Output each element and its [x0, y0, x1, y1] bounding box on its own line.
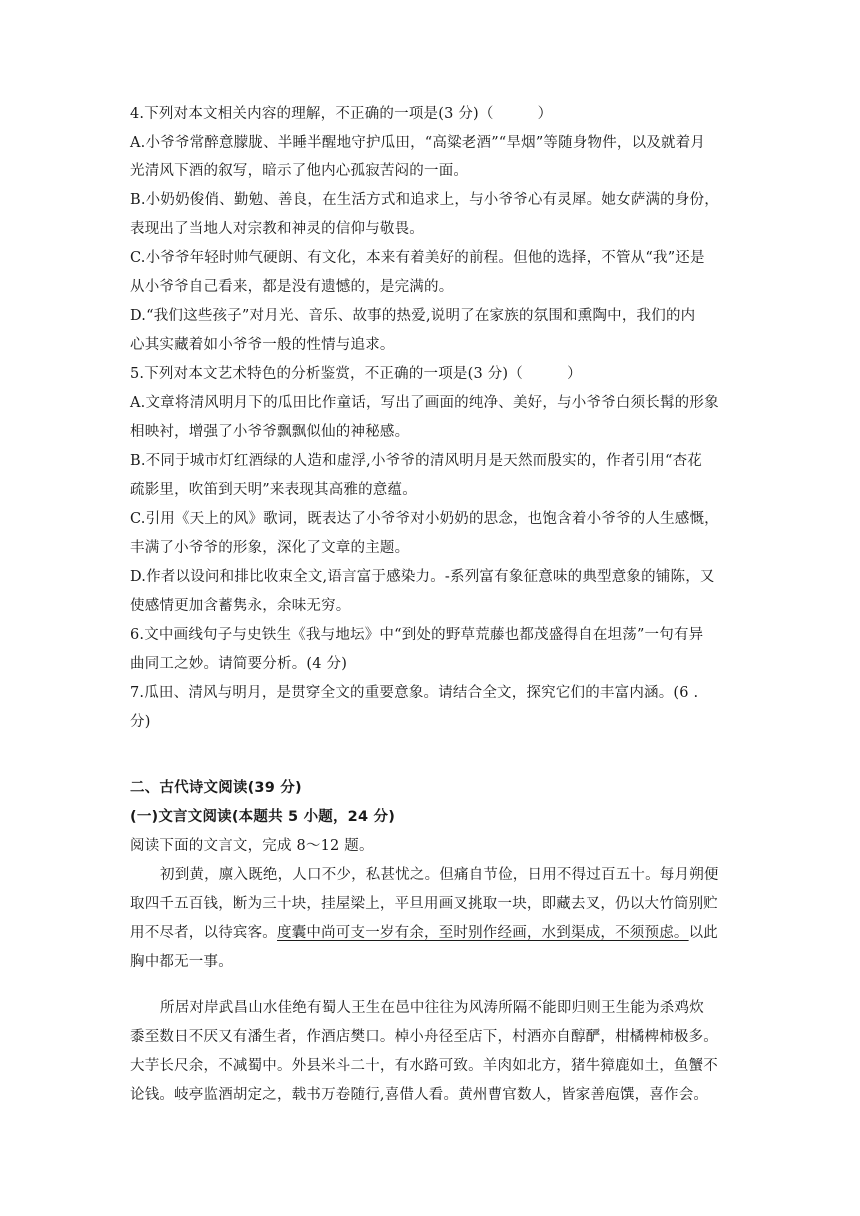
passage-p2-line3: 大芋长尺余，不减蜀中。外县米斗二十，有水路可致。羊肉如北方，猪牛獐鹿如土，鱼蟹不 — [130, 1058, 718, 1074]
q5-option-c-line1: C.引用《天上的风》歌词，既表达了小爷爷对小奶奶的思念，也饱含着小爷爷的人生感慨， — [130, 511, 719, 527]
underlined-sentence: 度囊中尚可支一岁有余，至时别作经画，水到渠成，不须预虑。 — [277, 925, 689, 941]
q4-option-b-line2: 表现出了当地人对宗教和神灵的信仰与敬畏。 — [130, 221, 424, 237]
q4-option-b-line1: B.小奶奶俊俏、勤勉、善良，在生活方式和追求上，与小爷爷心有灵犀。她女萨满的身份， — [130, 192, 719, 208]
q5-option-c-line2: 丰满了小爷爷的形象，深化了文章的主题。 — [130, 540, 410, 556]
question-5: 5.下列对本文艺术特色的分析鉴赏，不正确的一项是(3 分)（ ） — [130, 366, 582, 382]
q5-option-a-line1: A.文章将清风明月下的瓜田比作童话，写出了画面的纯净、美好，与小爷爷白须长髯的形象 — [130, 395, 719, 411]
passage-p1-line1: 初到黄，廪入既绝，人口不少，私甚忧之。但痛自节俭，日用不得过百五十。每月朔便 — [160, 867, 719, 883]
question-4: 4.下列对本文相关内容的理解，不正确的一项是(3 分)（ ） — [130, 106, 553, 122]
q4-option-c-line1: C.小爷爷年轻时帅气硬朗、有文化，本来有着美好的前程。但他的选择，不管从“我”还是 — [130, 250, 705, 266]
section-heading: 二、古代诗文阅读(39 分) — [130, 780, 302, 796]
question-7-line2: 分) — [130, 714, 151, 730]
q5-option-a-line2: 相映衬，增强了小爷爷飘飘似仙的神秘感。 — [130, 424, 410, 440]
passage-p1-line2: 取四千五百钱，断为三十块，挂屋梁上，平旦用画叉挑取一块，即藏去叉，仍以大竹筒别贮 — [130, 896, 718, 912]
passage-text: 用不尽者，以待宾客。 — [130, 925, 277, 941]
q4-option-a-line2: 光清风下酒的叙写，暗示了他内心孤寂苦闷的一面。 — [130, 163, 469, 179]
question-7-line1: 7.瓜田、清风与明月，是贯穿全文的重要意象。请结合全文，探究它们的丰富内涵。(6 . — [130, 685, 699, 701]
passage-p2-line1: 所居对岸武昌山水佳绝有蜀人王生在邑中往往为风涛所隔不能即归则王生能为杀鸡炊 — [160, 1000, 704, 1016]
passage-p2-line4: 论钱。岐亭监酒胡定之，载书万卷随行,喜借人看。黄州曹官数人，皆家善庖馔，喜作会。 — [130, 1087, 709, 1103]
passage-p1-line3 — [130, 923, 718, 943]
passage-text: 以此 — [688, 925, 719, 941]
passage-p1-line4: 胸中都无一事。 — [130, 954, 233, 970]
question-6-line1: 6.文中画线句子与史铁生《我与地坛》中“到处的野草荒藤也都茂盛得自在坦荡”一句有异 — [130, 627, 704, 643]
subsection-heading: (一)文言文阅读(本题共 5 小题，24 分) — [130, 809, 396, 825]
q4-option-a-line1: A.小爷爷常醉意朦胧、半睡半醒地守护瓜田，“高粱老酒”“旱烟”等随身物件，以及就着月 — [130, 135, 706, 151]
reading-instruction: 阅读下面的文言文，完成 8～12 题。 — [130, 838, 374, 854]
q5-option-d-line2: 使感情更加含蓄隽永，余味无穷。 — [130, 598, 351, 614]
q5-option-d-line1: D.作者以设问和排比收束全文,语言富于感染力。-系列富有象征意味的典型意象的铺陈，又 — [130, 569, 715, 585]
passage-p2-line2: 黍至数日不厌又有潘生者，作酒店樊口。棹小舟径至店下，村酒亦自醇酽，柑橘椑柿极多。 — [130, 1029, 718, 1045]
question-6-line2: 曲同工之妙。请简要分析。(4 分) — [130, 656, 348, 672]
q4-option-d-line1: D.“我们这些孩子”对月光、音乐、故事的热爱,说明了在家族的氛围和熏陶中，我们的内 — [130, 308, 696, 324]
q4-option-c-line2: 从小爷爷自己看来，都是没有遗憾的，是完满的。 — [130, 279, 454, 295]
q4-option-d-line2: 心其实藏着如小爷爷一般的性情与追求。 — [130, 337, 395, 353]
q5-option-b-line2: 疏影里，吹笛到天明”来表现其高雅的意蕴。 — [130, 482, 417, 498]
q5-option-b-line1: B.不同于城市灯红酒绿的人造和虚浮,小爷爷的清风明月是天然而殷实的，作者引用“杏花 — [130, 453, 702, 469]
